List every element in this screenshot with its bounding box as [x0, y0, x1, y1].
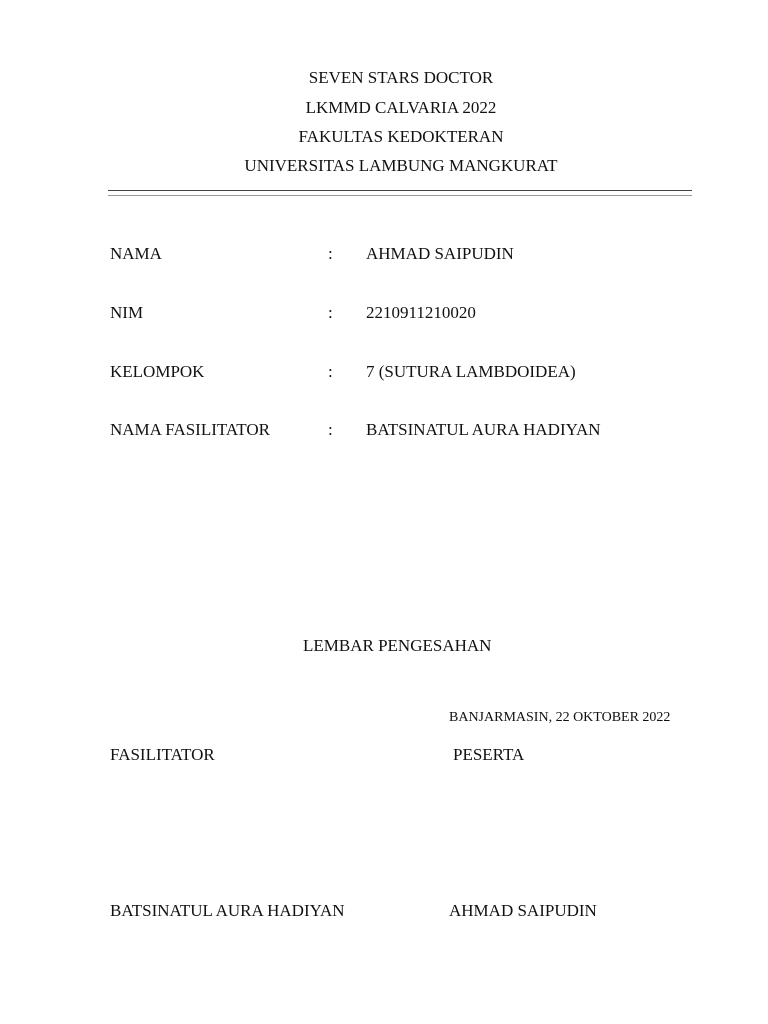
header-line-2: LKMMD CALVARIA 2022 [305, 98, 497, 117]
header-divider-top [108, 190, 692, 191]
place-date: BANJARMASIN, 22 OKTOBER 2022 [449, 710, 671, 725]
identity-separator: : [328, 244, 333, 263]
identity-label-nim: NIM [110, 303, 144, 322]
facilitator-role-label: FASILITATOR [110, 745, 215, 764]
header-line-1: SEVEN STARS DOCTOR [308, 68, 494, 87]
identity-label-kelompok: KELOMPOK [110, 362, 205, 381]
header-line-4: UNIVERSITAS LAMBUNG MANGKURAT [244, 156, 558, 175]
identity-separator: : [328, 420, 333, 439]
header-divider-bottom [108, 195, 692, 196]
approval-title: LEMBAR PENGESAHAN [303, 636, 492, 655]
participant-role-label: PESERTA [453, 745, 525, 764]
identity-value-kelompok: 7 (SUTURA LAMBDOIDEA) [366, 362, 576, 381]
identity-value-nama-fasilitator: BATSINATUL AURA HADIYAN [366, 420, 601, 439]
identity-separator: : [328, 362, 333, 381]
facilitator-signature-name: BATSINATUL AURA HADIYAN [110, 901, 345, 920]
identity-label-nama-fasilitator: NAMA FASILITATOR [110, 420, 270, 439]
header-line-3: FAKULTAS KEDOKTERAN [298, 127, 504, 146]
identity-value-nama: AHMAD SAIPUDIN [366, 244, 514, 263]
identity-label-nama: NAMA [110, 244, 162, 263]
participant-signature-name: AHMAD SAIPUDIN [449, 901, 597, 920]
identity-value-nim: 2210911210020 [366, 303, 476, 322]
identity-separator: : [328, 303, 333, 322]
